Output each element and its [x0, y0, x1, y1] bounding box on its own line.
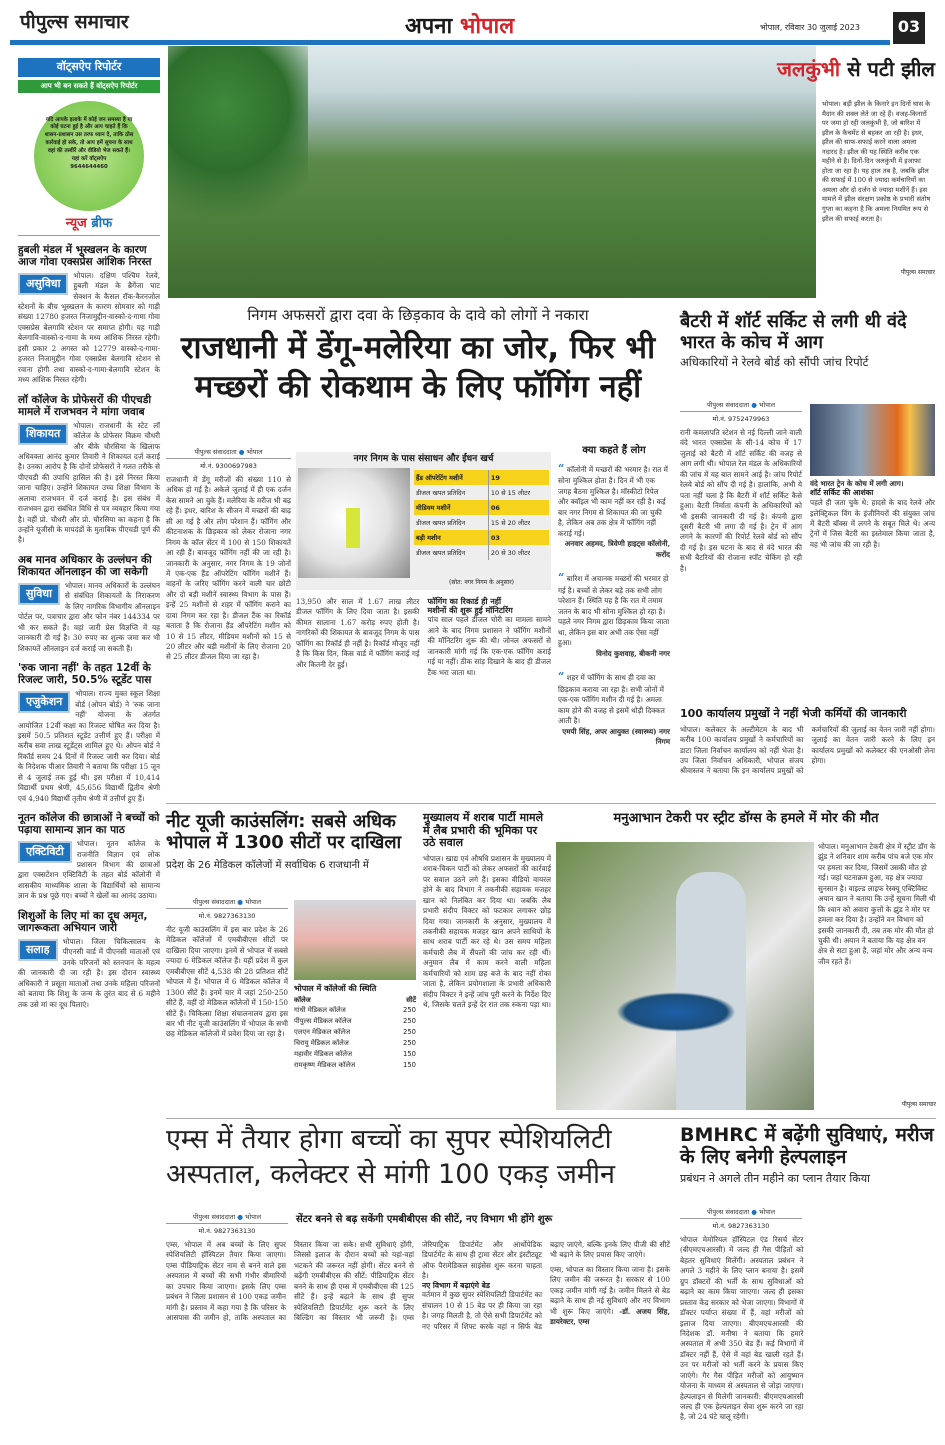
infographic-title: नगर निगम के पास संसाधन और ईंधन खर्च	[353, 454, 494, 464]
reporter-mobile: मो.नं. 9827363130	[198, 912, 256, 920]
peacock-story	[556, 812, 936, 1112]
quote-icon: “	[558, 570, 565, 584]
dengue-headline: राजधानी में डेंगू-मलेरिया का जोर, फिर भी मच्छरों की रोकथाम के लिए फॉगिंग नहीं	[180, 330, 656, 405]
people-voices	[558, 445, 670, 758]
aiims-headline: एम्स में तैयार होगा बच्चों का सुपर स्पेशियलिटी अस्पताल, कलेक्टर से मांगी 100 एकड़ जमीन	[166, 1124, 616, 1191]
seat-count: 250	[403, 1005, 416, 1014]
divider	[166, 803, 936, 804]
photo-caption: वंदे भारत ट्रेन के कोच में लगी आग।	[810, 479, 904, 488]
byline: पीपुल्स संवाददाता ● भोपाल	[166, 447, 291, 459]
metric-value: 10 से 15 लीटर	[488, 485, 549, 500]
metric-value: 19	[488, 470, 549, 485]
whatsapp-reporter-title: वॉट्सऐप रिपोर्टर	[18, 58, 160, 77]
dengue-story	[166, 305, 670, 800]
train-fire-photo	[810, 404, 935, 476]
battery-story	[680, 312, 935, 702]
news-brief-title: न्यूज ब्रीफ	[18, 217, 160, 236]
brief-tag: शिकायत	[18, 423, 68, 445]
whatsapp-reporter-sub: आप भी बन सकते हैं वॉट्सऐप रिपोर्टर	[18, 80, 160, 93]
subhead: मशीनों की शुरू हुई मॉनिटरिंग	[427, 606, 513, 616]
lake-headline: जलकुंभी से पटी झील	[777, 57, 935, 81]
liquor-headline: मुख्यालय में शराब पार्टी मामले में लैब प्रभारी की भूमिका पर उठे सवाल	[423, 811, 544, 850]
brief-tag: असुविधा	[18, 273, 68, 295]
bmhrc-story	[680, 1125, 935, 1440]
metric-value: 15 से 20 लीटर	[488, 515, 549, 530]
seat-count: 250	[403, 1038, 416, 1047]
battery-body-2: पहले ही जता चुके थे: हादसे के बाद रेलवे और इलेक्ट्रिकल विंग के इंजीनियरों की संयुक्त जांच में बैटरी बॉक्स में लगने के सबूत मिले थे। अन्य ट्रेनों में जिस बैटरी का इस्तेमाल किया जाता है, वह भी जांच की जा रही है।	[810, 498, 935, 549]
photo-credit: पीपुल्स समाचार	[900, 269, 935, 276]
peacock-body: भोपाल। मनुआभान टेकरी क्षेत्र में स्ट्रीट डॉग के झुंड ने शनिवार शाम करीब पांच बजे एक मोर पर हमला कर दिया, जिसमें उसकी मौत हो गई। जहां घटनाक्रम हुआ, वह क्षेत्र ज्यादा सुनसान है। वाइल्ड लाइफ रेस्क्यू एक्टिविस्ट अयान खान ने बताया कि उन्हें सूचना मिली थी कि श्वान को अवारा कुत्तों के झुंड ने मोर पर हमला कर दिया है। उन्होंने वन विभाग को इसकी जानकारी दी, तब तक मोर की मौत हो चुकी थी। अयान ने बताया कि यह क्षेत्र वन क्षेत्र से सटा हुआ है, जहां मोर और अन्य वन्य जीव रहते हैं।	[818, 842, 936, 966]
lake-body: भोपाल। बड़ी झील के किनारे इन दिनों घास के मैदान की शक्ल लेते जा रहे हैं। वजह-किनारों पर जमा हो रही जलकुंभी है, जो बारिश में झील के कैचमेंट से बहकर आ रही है। इधर, झील की साफ-सफाई करने वाला अमला नदारद है। झील की यह स्थिति करीब एक महीने से है। दिनों-दिन जलकुंभी में इजाफा होता जा रहा है। यह हाल तब है, जबकि झील की सफाई में 100 से ज्यादा कर्मचारियों का अमला और दो दर्जन से ज्यादा मशीनें हैं। इस मामले में झील संरक्षण प्रकोष्ठ के प्रभारी संतोष गुप्ता का कहना है कि अमला नियमित रूप से झील की सफाई करता है।	[820, 98, 935, 226]
aiims-body: एम्स, भोपाल में अब बच्चों के लिए सुपर स्पेशियलिटी हॉस्पिटल तैयार किया जाएगा। एम्स पीडियाट्रिक सेंटर नाम से बनने वाले इस अस्पताल में बच्चों की सभी गंभीर बीमारियों का उपचार किया जाएगा। इसके लिए एम्स प्रबंधन ने जिला प्रशासन से 100 एकड़ जमीन मांगी है। प्रस्ताव में कहा गया है कि परिसर के आसपास की जमीन हो, ताकि अस्पताल का विस्तार किया जा सके। सभी सुविधाएं होंगी, जिससे इलाज के दौरान बच्चों को यहां-वहां भटकने की जरूरत नहीं होगी। सेंटर बनने से बढ़ेंगी एमबीबीएस की सीटें: पीडियाट्रिक सेंटर बनने के साथ ही एम्स में एमबीबीएस की 125 सीटें हैं। इन्हें बढ़ाने के साथ ही सुपर स्पेशियलिटी डिपार्टमेंट शुरू करने के लिए बिल्डिंग का विस्तार भी जरूरी है। एम्स जेरियाट्रिक डिपार्टमेंट और आर्थोपेडिक डिपार्टमेंट के साथ ही ट्रामा सेंटर और इंस्टीट्यूट ऑफ पैरामेडिकल साइंसेस शुरू करना चाहता है। नए विभाग में बढ़ाएंगे बेड वर्तमान में कुछ सुपर स्पेशियलिटी डिपार्टमेंट का संचालन 10 से 15 बेड पर ही किया जा रहा है। जगह मिलती है, तो ऐसे सभी डिपार्टमेंट को नए परिसर में शिफ्ट करके वहां न सिर्फ बेड बढ़ाए जाएंगे, बल्कि इनके लिए पीजी की सीटें भी बढ़ाने के लिए प्रयास किए जाएंगे। एम्स, भोपाल का विस्तार किया जाना है। इसके लिए जमीन की जरूरत है। सरकार से 100 एकड़ जमीन मांगी गई है। जमीन मिलने से बेड बढ़ाने के साथ ही नई सुविधाएं और नए विभाग भी शुरू किए जाएंगे। -डॉ. अजय सिंह, डायरेक्टर, एम्स	[166, 1240, 670, 1331]
director-quote: एम्स, भोपाल का विस्तार किया जाना है। इसके लिए जमीन की जरूरत है। सरकार से 100 एकड़ जमीन मांगी गई है। जमीन मिलने से बेड बढ़ाने के साथ ही नई सुविधाएं और नए विभाग भी शुरू किए जाएंगे। -डॉ. अजय सिंह, डायरेक्टर, एम्स	[550, 1264, 670, 1327]
offices-body: भोपाल। कलेक्टर के अल्टीमेटम के बाद भी करीब 100 कार्यालय प्रमुखों ने कर्मचारियों का डाटा जिला निर्वाचन कार्यालय को नहीं भेजा है। उप जिला निर्वाचन अधिकारी, भोपाल संजय श्रीवास्तव ने बताया कि इन कार्यालय प्रमुखों को कर्मचारियों की जुलाई का वेतन जारी नहीं होगा। जुलाई का वेतन जारी करने के लिए इन कार्यालय प्रमुखों को कलेक्टर की एनओसी लेना होगा।	[680, 724, 935, 776]
aiims-subhead: सेंटर बनने से बढ़ सकेंगी एमबीबीएस की सीटें, नए विभाग भी होंगे शुरू	[296, 1214, 553, 1225]
brief-tag: सलाह	[18, 939, 58, 961]
metric-value: 03	[488, 530, 549, 545]
seat-count: 150	[403, 1049, 416, 1058]
metric-label: डीजल खपत प्रतिदिन	[416, 489, 466, 497]
left-column	[18, 58, 160, 1438]
infographic-row	[414, 485, 549, 500]
brief-headline: लॉ कॉलेज के प्रोफेसरों की पीएचडी मामले में राजभवन ने मांगा जवाब	[18, 393, 152, 418]
whatsapp-bubble: यदि आपके इलाके में कोई जन समस्या है या कोई घटना हुई है और आप चाहते हैं कि शासन-प्रशासन उस तरफ ध्यान दे, ताकि ठोस कार्रवाई हो सके, तो आप हमें सूचना के साथ वहां की तस्वीरें और वीडियो भेज सकते हैं। यहां करें वॉट्सऐप 9644644460	[34, 101, 144, 211]
brief-tag: एजुकेशन	[18, 691, 70, 713]
offices-story	[680, 708, 935, 800]
reporter-mobile: मो.नं. 9827363130	[712, 1222, 770, 1230]
battery-subhead: अधिकारियों ने रेलवे बोर्ड को सौंपी जांच रिपोर्ट	[680, 355, 869, 370]
column-header: कॉलेज	[294, 996, 311, 1005]
bmhrc-headline: BMHRC में बढ़ेंगी सुविधाएं, मरीज के लिए बनेगी हेल्पलाइन	[680, 1124, 934, 1168]
bmhrc-subhead: प्रबंधन ने अगले तीन महीने का प्लान तैयार किया	[680, 1171, 870, 1185]
metric-value: 20 से 30 लीटर	[488, 545, 549, 560]
college-name: एलएन मेडिकल कॉलेज	[294, 1028, 351, 1037]
table-row	[294, 1059, 416, 1070]
college-name: महावीर मेडिकल कॉलेज	[294, 1050, 352, 1059]
college-building-photo	[294, 900, 416, 980]
liquor-body: भोपाल। खाद्य एवं औषधि प्रशासन के मुख्यालय में शराब-चिकन पार्टी को लेकर अफसरों की कार्रवाई पर सवाल उठने लगे हैं। इसका वीडियो वायरल होने के बाद विभाग ने तकनीकी सहायक मजहर खान को निलंबित कर दिया था। जबकि लैब प्रभारी संदीप विक्टर को फटकार लगाकर छोड़ दिया गया। जानकारी के अनुसार, मुख्यालय में तकनीकी सहायक मजहर खान अपने साथियों के साथ शराब पार्टी कर रहे थे। उस समय महिला कर्मचारी लैब में सैंपलों की जांच कर रही थीं। अनुमान लैब में काम करने वाली महिला कर्मचारियों को शाम छह बजे के बाद नहीं रोका जाता है, लेकिन प्रयोगशाला के प्रभारी अधिकारी संदीप विक्टर ने इन्हें जांच पूरी करने के निर्देश दिए थे, जिसके चलते इन्हें देर रात तक रुकना पड़ा था।	[423, 853, 551, 1010]
metric-label: डीजल खपत प्रतिदिन	[416, 549, 466, 557]
people-quote: “ कॉलोनी में मच्छरों की भरमार है। रात में सोना मुश्किल होता है। दिन में भी एक जगह बैठना मुश्किल है। मॉस्कीटो रिपेल और क्वॉइल भी काम नहीं कर रही है। कई बार नगर निगम से शिकायत की जा चुकी है, लेकिन अब तक क्षेत्र में फॉगिंग नहीं कराई गई। अनवार अहमद, त्रिवेणी हाइट्स कॉलोनी, करोंद	[558, 461, 670, 559]
reporter-mobile: मो.नं. 9300697983	[200, 462, 257, 470]
college-table	[294, 995, 416, 1070]
byline: पीपुल्स संवाददाता ● भोपाल	[166, 1212, 288, 1224]
divider	[166, 1118, 936, 1119]
table-header	[294, 995, 416, 1004]
news-brief-item	[18, 812, 160, 902]
brief-headline: नूतन कॉलेज की छात्राओं ने बच्चों को पढ़ाया सामान्य ज्ञान का पाठ	[18, 812, 160, 837]
worker-figure	[346, 508, 360, 548]
tree-foliage	[168, 46, 308, 246]
seat-count: 250	[403, 1016, 416, 1025]
news-brief-item	[18, 244, 160, 386]
metric-label: मीडियम मशीनें	[416, 504, 451, 512]
brief-body: भोपाल। नूतन कॉलेज के राजनीति विज्ञान एवं लोक प्रशासन विभाग की छात्राओं द्वारा एक्सटेंशन एक्टिविटी के तहत बोर्ड कॉलोनी में शासकीय माध्यमिक शाला के विद्यार्थियों को सामान्य ज्ञान के प्रश्न पूछे गए। बच्चों ने खेलों का आनंद उठाया।	[18, 839, 160, 901]
liquor-party-story	[423, 812, 551, 1112]
subhead: फॉगिंग का रिकार्ड ही नहीं	[427, 597, 502, 606]
metric-label: बड़ी मशीन	[416, 534, 441, 542]
neet-subhead: प्रदेश के 26 मेडिकल कॉलेजों में सर्वाधिक 6 राजधानी में	[166, 860, 369, 872]
brief-tag: एक्टिविटी	[18, 841, 72, 863]
infographic-row	[414, 545, 549, 560]
table-row	[294, 1048, 416, 1059]
column-header: सीटें	[406, 996, 416, 1005]
table-row	[294, 1015, 416, 1026]
infographic-table	[414, 470, 549, 560]
lake-story	[705, 58, 935, 298]
offices-headline: 100 कार्यालय प्रमुखों ने नहीं भेजी कर्मियों की जानकारी	[680, 707, 907, 720]
fogging-infographic	[296, 452, 551, 590]
metric-value: 06	[488, 500, 549, 515]
brief-body: भोपाल। राज्य मुक्त स्कूल शिक्षा बोर्ड (ओपन बोर्ड) ने 'रुक जाना नहीं' योजना के अंतर्गत आयोजित 12वीं कक्षा का रिजल्ट घोषित कर दिया है। इसमें 50.5 प्रतिशत स्टूडेंट उत्तीर्ण हुए हैं। परीक्षा में करीब सवा लाख स्टूडेंट्स शामिल हुए थे। ओपन बोर्ड ने रिकॉर्ड समय 24 दिनों में रिजल्ट जारी कर दिया। बोर्ड के निदेशक पीआर तिवारी ने बताया कि परीक्षा 15 जून से 4 जुलाई तक हुई थी। इस परीक्षा में 10,414 विद्यार्थी प्रथम श्रेणी, 45,656 विद्यार्थी द्वितीय श्रेणी एवं 4,940 विद्यार्थी तृतीय श्रेणी में उत्तीर्ण हुए हैं।	[18, 689, 160, 803]
section-title: अपना भोपाल	[405, 14, 515, 39]
brief-headline: शिशुओं के लिए मां का दूध अमृत, जागरूकता अभियान जारी	[18, 909, 148, 934]
news-brief-item	[18, 394, 160, 546]
fogging-photo	[298, 468, 410, 578]
voices-title: क्या कहते हैं लोग	[582, 445, 646, 456]
brief-body: भोपाल। राजधानी के स्टेट लॉ कॉलेज के प्रोफेसर विक्रम चौधरी और बीके चौरसिया के खिलाफ अधिवक्ता आनंद कुमार तिवारी ने शिकायत दर्ज कराई है। उनका आरोप है कि दोनों प्रोफेसरों ने गलत तरीके से पीएचडी की उपाधि हासिल की है। इसे निरस्त किया जाना चाहिए। उन्होंने शिकायत उच्च शिक्षा विभाग के अलावा राजभवन में दर्ज कराई है। इस संबंध में राजभवन द्वारा संबंधित विधि से पत्र व्यवहार किया गया है। वहीं प्रो. चौधरी और प्रो. चौरसिया का कहना है कि उन्होंने यूजीसी के मापदंडों के मुताबिक पीएचडी पूर्ण की है।	[18, 420, 160, 545]
neet-headline: नीट यूजी काउंसलिंग: सबसे अधिक भोपाल में 1300 सीटों पर दाखिला	[166, 811, 402, 853]
infographic-row	[414, 470, 549, 485]
brief-headline: अब मानव अधिकार के उल्लंघन की शिकायत ऑनलाइन की जा सकेगी	[18, 553, 152, 578]
college-name: रामकृष्ण मेडिकल कॉलेज	[294, 1061, 356, 1070]
masthead	[0, 0, 945, 46]
infographic-row	[414, 515, 549, 530]
news-brief-item	[18, 554, 160, 654]
dengue-body: राजधानी में डेंगू मरीजों की संख्या 110 से अधिक हो गई है। अकेले जुलाई में ही एक दर्जन केस सामने आ चुके हैं। मलेरिया के मरीज भी बढ़ रहे हैं। इधर, बारिश के सीजन में मच्छरों की बाढ़ सी आ गई है और लोग परेशान हैं। फॉगिंग और कीटनाशक के छिड़काव को लेकर रोजाना नगर निगम के कॉल सेंटर में 100 से 150 शिकायतें आ रही हैं। बावजूद फॉगिंग नहीं की जा रही है। जानकारी के अनुसार, नगर निगम के 19 जोनों में एक-एक हैंड ऑपरेटिंग फॉगिंग मशीनें हैं। वाहनों के जरिए फॉगिंग करने वाली चार छोटी और दो बड़ी मशीनें स्वास्थ्य विभाग के पास हैं। इन्हें 25 मशीनों से शहर में फॉगिंग कराने का दावा निगम कर रहा है। डीजल टैंक का रिकॉर्ड बताता है कि रोजाना हैंड ऑपरेटिंग मशीन को 10 से 15 लीटर, मीडियम मशीनों को 15 से 20 लीटर और बड़ी मशीनों के लिए रोजाना 20 से 25 लीटर डीजल दिया जा रहा है।	[166, 475, 291, 662]
brief-tag: सुविधा	[18, 583, 60, 605]
people-quote: “ बारिश में अचानक मच्छरों की भरमार हो गई है। बच्चों से लेकर बड़े तक सभी लोग परेशान हैं। स्थिति यह है कि रात में तमाम जतन के बाद भी सोना मुश्किल हो रहा है। पहले नगर निगम द्वारा छिड़काव किया जाता था, लेकिन इस बार अभी तक ऐसा नहीं हुआ। विनोद कुशवाह, बीकनी नगर	[558, 570, 670, 658]
reporter-mobile: मो.नं. 9752479963	[712, 415, 770, 423]
quote-author: एमपी सिंह, अपर आयुक्त (स्वास्थ्य) नगर निगम	[562, 726, 670, 747]
metric-label: हैंड ऑपरेटिंग मशीनें	[416, 474, 463, 482]
man-figure	[676, 872, 746, 1110]
bmhrc-body: भोपाल मेमोरियल हॉस्पिटल एंड रिसर्च सेंटर (बीएमएचआरसी) में जल्द ही गैस पीड़ितों को बेहतर सुविधाएं मिलेंगी। अस्पताल प्रबंधन ने अगले 3 महीने के लिए प्लान बनाया है। इसमें ग्रुप डॉक्टरों की भर्ती के साथ सुविधाओं को बढ़ाने का काम किया जाएगा। जल्द ही इसका प्रस्ताव केंद्र सरकार को भेजा जाएगा। विभागों में डॉक्टर पर्याप्त संख्या में हैं, वहां मरीजों को इलाज दिया जाएगा। बीएमएचआरसी की निदेशक डॉ. मनीषा ने बताया कि हमारे अस्पताल में अभी 350 बेड हैं। कई विभागों में डॉक्टर नहीं हैं, ऐसे में वहां बेड खाली रहते हैं। उन पर मरीजों को भर्ती करने के प्रयास किए जाएंगे। गैर गैस पीड़ित मरीजों को आयुष्मान योजना के माध्यम से अस्पताल से जोड़ा जाएगा। हेल्पलाइन से मिलेगी जानकारी: बीएमएचआरसी जल्द ही एक हेल्पलाइन सेवा शुरू करने जा रहा है, जो 24 घंटे चालू रहेगी।	[680, 1235, 804, 1422]
infographic-row	[414, 530, 549, 545]
dengue-kicker: निगम अफसरों द्वारा दवा के छिड़काव के दावे को लोगों ने नकारा	[247, 306, 589, 324]
seat-count: 250	[403, 1027, 416, 1036]
subhead: शॉर्ट सर्किट की आशंका	[810, 488, 874, 498]
college-name: पीपुल्स मेडिकल कॉलेज	[294, 1017, 352, 1026]
brief-headline: हुबली मंडल में भूस्खलन के कारण आज गोवा एक्सप्रेस आंशिक निरस्त	[18, 243, 152, 268]
peacock-figure	[616, 992, 736, 1032]
infographic-row	[414, 500, 549, 515]
peacock-headline: मनुआभान टेकरी पर स्ट्रीट डॉग्स के हमले में मोर की मौत	[613, 811, 879, 826]
page-number: 03	[893, 12, 925, 44]
brief-body: भोपाल। जिला चिकित्सालय के पीएनसी वार्ड में पीएनसी माताओं एवं उनके परिजनों को स्तनपान के महत्व की जानकारी दी जा रही है। इस दौरान स्वास्थ्य अधिकारी ने प्रसूता माताओं तथा उनके महिला परिजनों को बताया कि शिशु के जन्म के तुरंत बाद से 6 महीने तक उसे मां का दूध पिलाएं।	[18, 936, 160, 1009]
brief-body: भोपाल। दक्षिण पश्चिम रेलवे, हुबली मंडल के ब्रैगेंजा घाट सेक्शन के कैसल रॉक-कैरनजोल स्टेशनों के बीच भूस्खलन के कारण सोमवार को गाड़ी संख्या 12780 हजरत निजामुद्दीन-वास्को-द-गामा गोवा एक्सप्रेस बेलगावि स्टेशन पर समाप्त होगी। यह गाड़ी बेलगावि-वास्को-द-गामा के मध्य आंशिक निरस्त रहेगी। इसी प्रकार 2 अगस्त को 12779 वास्को-द-गामा-हजरत निजामुद्दीन गोवा एक्सप्रेस बेलगावि स्टेशन से रवाना होगी तथा वास्को-द-गामा-बेलगावि स्टेशन के मध्य आंशिक निरस्त रहेगी।	[18, 270, 160, 385]
brief-body: भोपाल। मानव अधिकारों के उल्लंघन से संबंधित शिकायतों के निराकरण के लिए नागरिक विभागीय ऑनलाइन पोर्टल पर, पत्राचार द्वारा और फोन नंबर 144334 पर भी कर सकते हैं। वहां जारी प्रेस विज्ञप्ति में यह जानकारी दी गई है। 30 रुपए का शुल्क जमा कर भी शिकायतें ऑनलाइन दर्ज कराई जा सकती हैं।	[18, 581, 160, 653]
college-table-title: भोपाल में कॉलेजों की स्थिति	[294, 984, 377, 993]
dateline: भोपाल, रविवार 30 जुलाई 2023	[760, 23, 860, 32]
subhead: नए विभाग में बढ़ाएंगे बेड	[422, 1280, 490, 1290]
battery-body: रानी कमलापति स्टेशन से नई दिल्ली जाने वाली वंदे भारत एक्सप्रेस के सी-14 कोच में 17 जुलाई को बैटरी में शॉर्ट सर्किट की वजह से आग लगी थी। भोपाल रेल मंडल के अधिकारियों की जांच में यह बात सामने आई है। जांच रिपोर्ट रेलवे बोर्ड को सौंप दी गई है। हालांकि, अभी ये पता नहीं चला है कि बैटरी में शॉर्ट सर्किट कैसे हुआ। बैटरी निर्माता कंपनी के अधिकारियों को भी इसकी जानकारी दी गई है। कंपनी द्वारा दूसरी बैटरी भी लगा दी गई है। ट्रेन में आग लगने के कारणों की रिपोर्ट रेलवे बोर्ड को सौंप दी गई है। इस घटना के बाद से वंदे भारत की सभी बैटरियों की रोजाना स्पॉट चेकिंग हो रही है।	[680, 428, 802, 573]
news-brief-item	[18, 662, 160, 804]
neet-body: नीट यूजी काउंसलिंग में इस बार प्रदेश के 26 मेडिकल कॉलेजों में एमबीबीएस सीटों पर दाखिला दिया जाएगा। इनमें से भोपाल में सबसे ज्यादा 6 मेडिकल कॉलेज हैं। यहीं प्रदेश में कुल एमबीबीएस सीटें 4,538 की 28 प्रतिशत सीटें भोपाल में हैं। भोपाल में 6 मेडिकल कॉलेज में 1300 सीटें हैं। इनमें चार में जहां 250-250 सीटें हैं, वहीं दो मेडिकल कॉलेजों में 150-150 सीटें हैं। चिकित्सा शिक्षा संचालनालय द्वारा इस बार भी नीट यूजी काउंसलिंग में भोपाल के सभी छह मेडिकल कॉलेजों में प्रवेश दिया जा रहा है।	[166, 925, 288, 1039]
people-quote: “ शहर में फॉगिंग के साथ ही दवा का छिड़काव कराया जा रहा है। सभी जोनों में एक-एक फॉगिंग मशीन दी गई है। अमला काम होने की वजह से इसमें थोड़ी दिक्कत आती है। एमपी सिंह, अपर आयुक्त (स्वास्थ्य) नगर निगम	[558, 669, 670, 747]
dengue-body-2: 13,950 और साल में 1.67 लाख लीटर डीजल फॉगिंग के लिए दिया जाता है। इसकी कीमत सालाना 1.67 करोड़ रुपए होती है। नागरिकों की शिकायत के बावजूद निगम के पास फॉगिंग का रिकॉर्ड ही नहीं है। रिकॉर्ड मौजूद नहीं है कि किस दिन, किस वार्ड में फॉगिंग कराई गई और कितनी देर हुई। फॉगिंग का रिकार्ड ही नहीं मशीनों की शुरू हुई मॉनिटरिंग पांच साल पहले डीजल चोरी का मामला सामने आने के बाद निगम प्रशासन ने फॉगिंग मशीनों की मॉनिटरिंग शुरू की थी। जोनल अफसरों से जानकारी मांगी गई कि एक-एक फॉगिंग कराई गई या नहीं। ठीक सांड़ दिखाने के बाद ही डीजल टैंक भरा जाता था।	[296, 597, 551, 677]
college-name: गांधी मेडिकल कॉलेज	[294, 1006, 346, 1015]
byline: पीपुल्स संवाददाता ● भोपाल	[680, 400, 802, 412]
table-row	[294, 1004, 416, 1015]
aiims-story	[166, 1122, 670, 1440]
news-brief-list	[18, 244, 160, 1010]
reporter-mobile: मो.नं. 9827363130	[198, 1227, 256, 1235]
peacock-photo	[556, 842, 814, 1110]
infographic-source: (स्रोत: नगर निगम के अनुसार)	[448, 579, 515, 586]
byline: पीपुल्स संवाददाता ● भोपाल	[166, 897, 288, 909]
quote-icon: “	[558, 669, 565, 683]
brief-headline: 'रुक जाना नहीं' के तहत 12वीं के रिजल्ट जारी, 50.5% स्टूडेंट पास	[18, 662, 152, 687]
header-rule	[10, 40, 890, 45]
news-brief-item	[18, 910, 160, 1010]
metric-label: डीजल खपत प्रतिदिन	[416, 519, 466, 527]
photo-credit: पीपुल्स समाचार	[901, 1101, 936, 1108]
college-name: चिरायु मेडिकल कॉलेज	[294, 1039, 349, 1048]
neet-story	[166, 812, 416, 1112]
seat-count: 150	[403, 1060, 416, 1069]
quote-author: विनोद कुशवाह, बीकनी नगर	[596, 648, 670, 658]
table-row	[294, 1037, 416, 1048]
quote-author: अनवार अहमद, त्रिवेणी हाइट्स कॉलोनी, करोंद	[564, 539, 670, 559]
table-row	[294, 1026, 416, 1037]
newspaper-logo: पीपुल्स समाचार	[20, 11, 129, 33]
byline: पीपुल्स संवाददाता ● भोपाल	[680, 1207, 802, 1219]
quote-icon: “	[558, 461, 565, 475]
battery-headline: बैटरी में शॉर्ट सर्किट से लगी थी वंदे भारत के कोच में आग	[680, 311, 907, 353]
